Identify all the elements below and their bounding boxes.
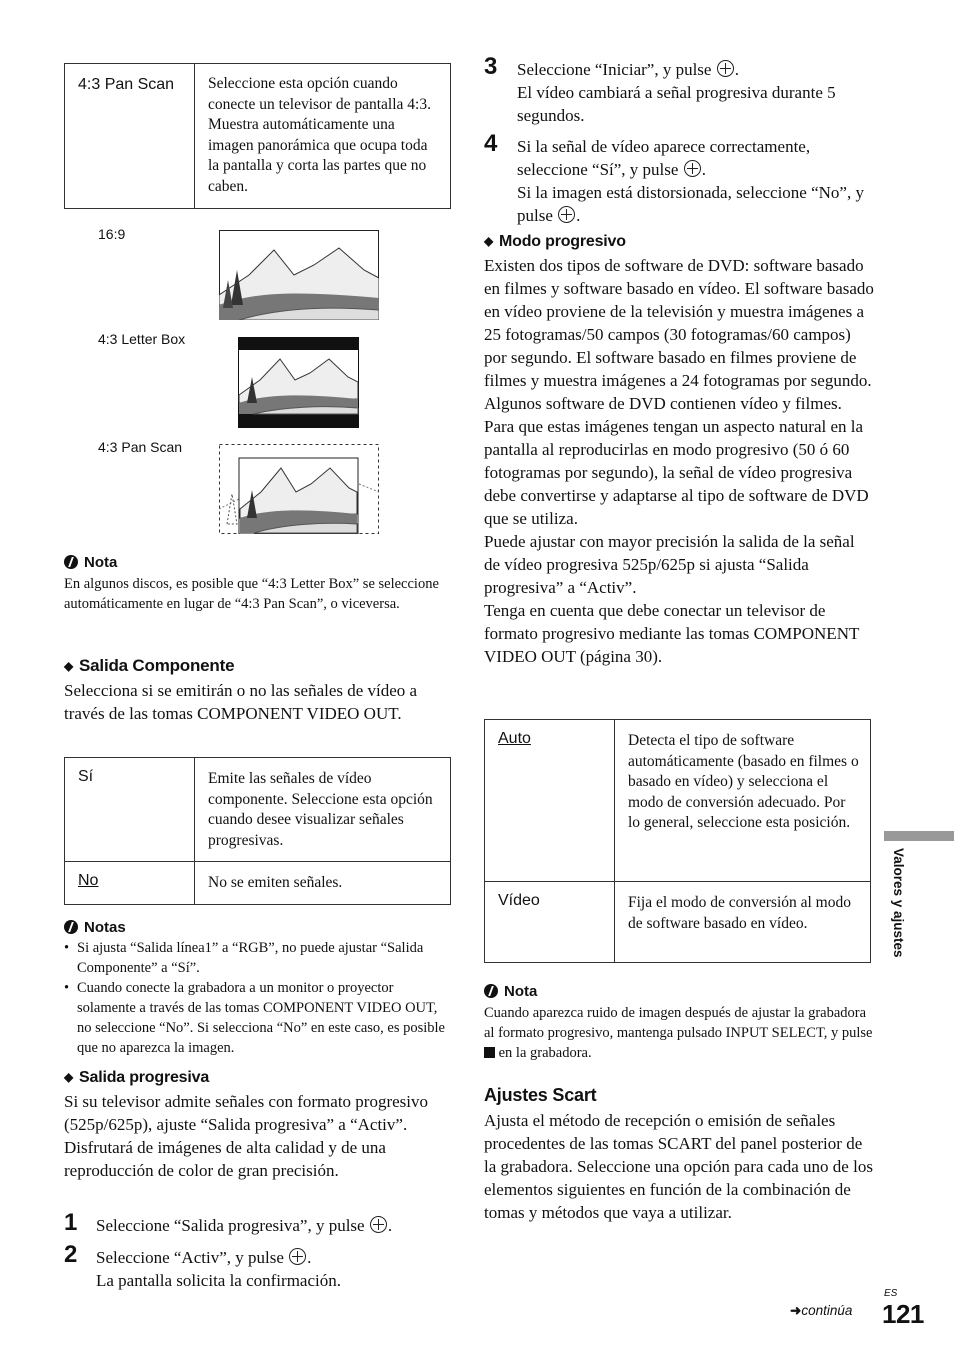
paragraph: Tenga en cuenta que debe conectar un televisor de formato progresivo mediante las tomas COMPONENT VIDEO OUT (página 30). <box>484 601 860 666</box>
enter-button-icon <box>717 60 734 77</box>
step-number: 2 <box>64 1241 78 1268</box>
notes-list <box>64 938 454 1058</box>
figure-label-letterbox: 4:3 Letter Box <box>98 331 186 347</box>
step-line: Seleccione “Iniciar”, y pulse <box>517 60 712 79</box>
step-text: Seleccione “Iniciar”, y pulse . El vídeo cambiará a señal progresiva durante 5 segundos. <box>517 60 836 125</box>
note-heading: Nota <box>84 554 118 571</box>
option-description: Fija el modo de conversión al modo de software basado en vídeo. <box>615 882 871 963</box>
stop-square-icon <box>484 1047 495 1058</box>
section-heading: Ajustes Scart <box>484 1085 597 1105</box>
diamond-icon: ◆ <box>484 234 494 248</box>
ajustes-scart-section <box>484 1085 874 1224</box>
arrow-right-icon: ➜ <box>790 1303 802 1318</box>
step-line: La pantalla solicita la confirmación. <box>96 1271 341 1290</box>
section-heading: Salida progresiva <box>79 1069 210 1086</box>
paragraph: Puede ajustar con mayor precisión la salida de la señal de vídeo progresiva 525p/625p si ajusta “Salida progresiva” a “Activ”. <box>484 532 855 597</box>
note-icon <box>64 555 78 569</box>
note-text <box>484 1003 874 1063</box>
note-text: En algunos discos, es posible que “4:3 Letter Box” se seleccione automáticamente en lugar de “4:3 Pan Scan”, o viceversa. <box>64 576 439 612</box>
step-number: 4 <box>484 130 498 157</box>
table-row <box>65 758 451 862</box>
step-line: El vídeo cambiará a señal progresiva durante 5 segundos. <box>517 83 836 125</box>
option-term: Auto <box>485 720 615 882</box>
modo-progresivo-table <box>484 719 871 963</box>
note-block <box>64 554 454 614</box>
salida-progresiva-section <box>64 1069 454 1182</box>
notes-block <box>64 919 454 1058</box>
language-code: ES <box>884 1288 898 1299</box>
note-text-part: Cuando aparezca ruido de imagen después de ajustar la grabadora al formato progresivo, mantenga pulsado INPUT SELECT, y pulse <box>484 1005 873 1041</box>
salida-componente-table <box>64 757 451 905</box>
modo-progresivo-section <box>484 233 874 668</box>
step-text: Seleccione “Salida progresiva”, y pulse . <box>96 1216 393 1235</box>
diamond-icon: ◆ <box>64 659 74 673</box>
figure-label-panscan: 4:3 Pan Scan <box>98 439 183 455</box>
enter-button-icon <box>289 1248 306 1265</box>
step-line: Seleccione “Salida progresiva”, y pulse <box>96 1216 365 1235</box>
step-number: 3 <box>484 53 498 80</box>
section-intro: Selecciona si se emitirán o no las señales de vídeo a través de las tomas COMPONENT VIDEO OUT. <box>64 681 418 723</box>
aspect-option-table <box>64 63 451 209</box>
step-number: 1 <box>64 1209 78 1236</box>
continua-text: continúa <box>801 1303 853 1318</box>
continua-indicator <box>790 1303 852 1319</box>
notes-heading: Notas <box>84 919 126 936</box>
section-heading: Salida Componente <box>79 656 235 675</box>
option-term: No <box>65 862 195 905</box>
enter-button-icon <box>558 206 575 223</box>
step-line: Seleccione “Activ”, y pulse <box>96 1248 284 1267</box>
landscape-panscan-illustration <box>219 444 379 534</box>
step-line: Si la imagen está distorsionada, seleccione “No”, y pulse <box>517 183 864 225</box>
note-icon <box>484 984 498 998</box>
option-description: Seleccione esta opción cuando conecte un televisor de pantalla 4:3. Muestra automáticamente una imagen panorámica que ocupa toda la pantalla y corta las partes que no caben. <box>195 64 451 209</box>
diamond-icon: ◆ <box>64 1070 74 1084</box>
page-number: 121 <box>882 1299 924 1329</box>
step-line: Si la señal de vídeo aparece correctamente, seleccione “Sí”, y pulse <box>517 137 811 179</box>
option-term: Vídeo <box>485 882 615 963</box>
step-text: Seleccione “Activ”, y pulse . La pantalla solicita la confirmación. <box>96 1248 341 1290</box>
option-term: Sí <box>65 758 195 862</box>
section-text: Si su televisor admite señales con formato progresivo (525p/625p), ajuste “Salida progresiva” a “Activ”. Disfrutará de imágenes de alta calidad y de una reproducción de color de gran precisión. <box>64 1092 428 1180</box>
section-heading: Modo progresivo <box>499 233 626 250</box>
figure-label-16-9: 16:9 <box>98 226 126 242</box>
landscape-letterbox-illustration <box>238 337 359 428</box>
section-tab <box>884 831 954 841</box>
salida-componente-section <box>64 656 454 725</box>
enter-button-icon <box>684 160 701 177</box>
list-item: • Cuando conecte la grabadora a un monitor o proyector solamente a través de las tomas COMPONENT VIDEO OUT, no seleccione “No”. Si selecciona “No” en este caso, es posible que no aparezca la imagen. <box>64 978 454 1058</box>
table-row <box>485 882 871 963</box>
table-row <box>65 64 451 209</box>
note-icon <box>64 920 78 934</box>
section-text: Ajusta el método de recepción o emisión de señales procedentes de las tomas SCART del panel posterior de la grabadora. Seleccione una opción para cada uno de los elementos siguientes en función de la combinación de tomas y métodos que vaya a utilizar. <box>484 1111 873 1222</box>
enter-button-icon <box>370 1216 387 1233</box>
sidebar-label-text: Valores y ajustes <box>891 848 906 958</box>
list-item: • Si ajusta “Salida línea1” a “RGB”, no puede ajustar “Salida Componente” a “Sí”. <box>64 938 454 978</box>
option-description: Emite las señales de vídeo componente. Seleccione esta opción cuando desee visualizar señales progresivas. <box>195 758 451 862</box>
table-row <box>485 720 871 882</box>
step-text: Si la señal de vídeo aparece correctamente, seleccione “Sí”, y pulse . Si la imagen está distorsionada, seleccione “No”, y pulse . <box>517 137 864 225</box>
option-description: No se emiten señales. <box>195 862 451 905</box>
option-description: Detecta el tipo de software automáticamente (basado en filmes o basado en vídeo) y selecciona el modo de conversión adecuado. Por lo general, seleccione esta posición. <box>615 720 871 882</box>
note-block <box>484 983 874 1063</box>
sidebar-section-label <box>884 848 910 978</box>
option-term: 4:3 Pan Scan <box>65 64 195 209</box>
paragraph: Para que estas imágenes tengan un aspecto natural en la pantalla al reproducirlas en modo progresivo (50 ó 60 fotogramas por segundo), la señal de vídeo progresiva debe convertirse y adaptarse al tipo de software de DVD que se utiliza. <box>484 417 869 528</box>
table-row <box>65 862 451 905</box>
note-heading: Nota <box>504 983 538 1000</box>
landscape-16-9-illustration <box>219 230 379 320</box>
note-text-part: en la grabadora. <box>498 1045 592 1061</box>
paragraph: Existen dos tipos de software de DVD: software basado en filmes y software basado en vídeo. El software basado en vídeo proviene de la televisión y muestra imágenes a 25 fotogramas/50 campos (30 fotogramas/60 campos) por segundo. El software basado en filmes proviene de filmes y muestra imágenes a 24 fotogramas por segundo. Algunos software de DVD contienen vídeo y filmes. <box>484 256 874 413</box>
